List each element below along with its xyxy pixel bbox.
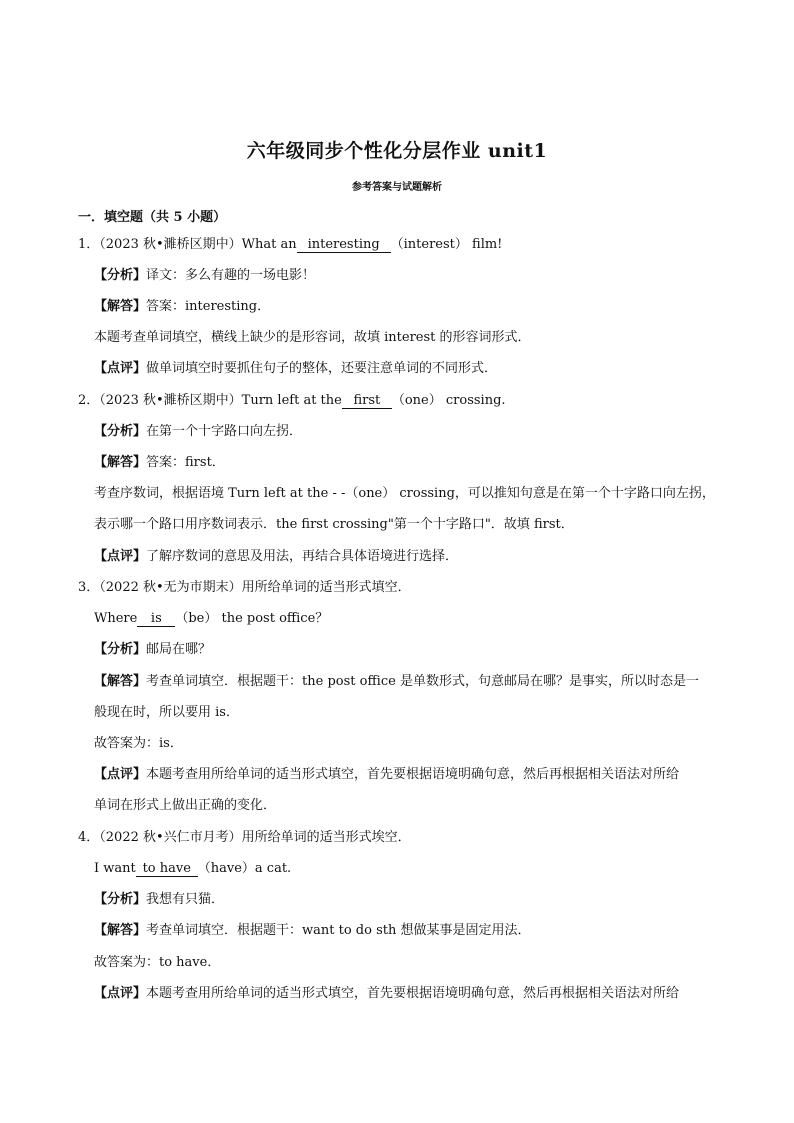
explanation-1: 本题考查单词填空，横线上缺少的是形容词，故填 interest 的形容词形式． <box>94 330 531 345</box>
answer-1 <box>94 299 270 315</box>
analysis-2 <box>94 424 302 440</box>
answer-text: 考查单词填空．根据题干：the post office 是单数形式，句意邮局在哪？是事实，所以时态是一 <box>146 674 699 689</box>
analysis-label: 【分析】 <box>94 642 147 657</box>
question-4-sentence <box>94 861 291 877</box>
final-answer-3: 故答案为：is． <box>94 736 183 751</box>
question-2 <box>78 393 506 409</box>
answer-label: 【解答】 <box>94 455 147 470</box>
question-instruction: 用所给单词的适当形式埃空． <box>241 830 411 845</box>
answer-text: 答案：first． <box>146 455 225 470</box>
question-source: （2023 秋•濉桥区期中） <box>99 237 242 252</box>
answer-4 <box>94 923 531 939</box>
question-source: （2023 秋•濉桥区期中） <box>99 393 242 408</box>
analysis-3 <box>94 642 211 658</box>
question-3-sentence <box>94 611 328 627</box>
question-text-after: （one） crossing. <box>391 393 506 408</box>
analysis-label: 【分析】 <box>94 268 147 283</box>
comment-3a <box>94 767 679 783</box>
analysis-text: 译文：多么有趣的一场电影！ <box>146 268 316 283</box>
explanation-2b: 表示哪一个路口用序数词表示．the first crossing"第一个十字路口"．故填 first． <box>94 517 574 532</box>
question-text-before: What an <box>241 237 297 252</box>
question-text-before: Turn left at the <box>241 393 342 408</box>
analysis-label: 【分析】 <box>94 424 147 439</box>
comment-4 <box>94 986 679 1002</box>
answer-blank: is <box>137 612 175 627</box>
question-text-before: Where <box>94 611 138 626</box>
comment-label: 【点评】 <box>94 549 147 564</box>
answer-text: 考查单词填空．根据题干：want to do sth 想做某事是固定用法． <box>146 923 531 938</box>
answer-3a <box>94 674 699 690</box>
explanation-2a: 考查序数词，根据语境 Turn left at the - -（one） crossing，可以推知句意是在第一个十字路口向左拐， <box>94 486 715 501</box>
section-heading: 一．填空题（共 5 小题） <box>78 210 227 225</box>
comment-3b: 单词在形式上做出正确的变化． <box>94 798 277 813</box>
comment-text: 了解序数词的意思及用法，再结合具体语境进行选择． <box>146 549 459 564</box>
answer-blank: to have <box>136 862 198 877</box>
question-number: 2． <box>78 393 100 408</box>
question-text-after: （interest） film! <box>390 237 503 252</box>
question-1 <box>78 237 502 253</box>
question-4 <box>78 830 411 846</box>
answer-text: 答案：interesting． <box>146 299 271 314</box>
comment-2 <box>94 549 458 565</box>
question-number: 4． <box>78 830 100 845</box>
answer-3b: 般现在时，所以要用 is． <box>94 705 239 720</box>
question-source: （2022 秋•兴仁市月考） <box>99 830 242 845</box>
comment-label: 【点评】 <box>94 986 147 1001</box>
analysis-label: 【分析】 <box>94 892 147 907</box>
document-title: 六年级同步个性化分层作业 unit1 <box>246 140 548 162</box>
comment-1 <box>94 361 497 377</box>
analysis-text: 在第一个十字路口向左拐． <box>146 424 303 439</box>
answer-label: 【解答】 <box>94 923 147 938</box>
comment-label: 【点评】 <box>94 767 147 782</box>
analysis-text: 邮局在哪？ <box>146 642 212 657</box>
answer-label: 【解答】 <box>94 299 147 314</box>
answer-blank: first <box>342 394 392 409</box>
question-text-after: （be） the post office？ <box>175 611 329 626</box>
question-number: 1． <box>78 237 100 252</box>
question-text-before: I want <box>94 861 136 876</box>
comment-text: 本题考查用所给单词的适当形式填空，首先要根据语境明确句意，然后再根据相关语法对所给 <box>146 986 680 1001</box>
analysis-text: 我想有只猫． <box>146 892 225 907</box>
question-3 <box>78 580 411 596</box>
final-answer-4: 故答案为：to have． <box>94 955 221 970</box>
comment-label: 【点评】 <box>94 361 147 376</box>
analysis-1 <box>94 268 315 284</box>
question-source: （2022 秋•无为市期末） <box>99 580 242 595</box>
document-subtitle: 参考答案与试题解析 <box>352 182 442 193</box>
comment-text: 做单词填空时要抓住句子的整体，还要注意单词的不同形式． <box>146 361 498 376</box>
question-number: 3． <box>78 580 100 595</box>
question-instruction: 用所给单词的适当形式填空． <box>241 580 411 595</box>
comment-text: 本题考查用所给单词的适当形式填空，首先要根据语境明确句意，然后再根据相关语法对所给 <box>146 767 680 782</box>
answer-label: 【解答】 <box>94 674 147 689</box>
answer-2 <box>94 455 225 471</box>
question-text-after: （have）a cat. <box>197 861 292 876</box>
analysis-4 <box>94 892 224 908</box>
answer-blank: interesting <box>297 238 391 253</box>
